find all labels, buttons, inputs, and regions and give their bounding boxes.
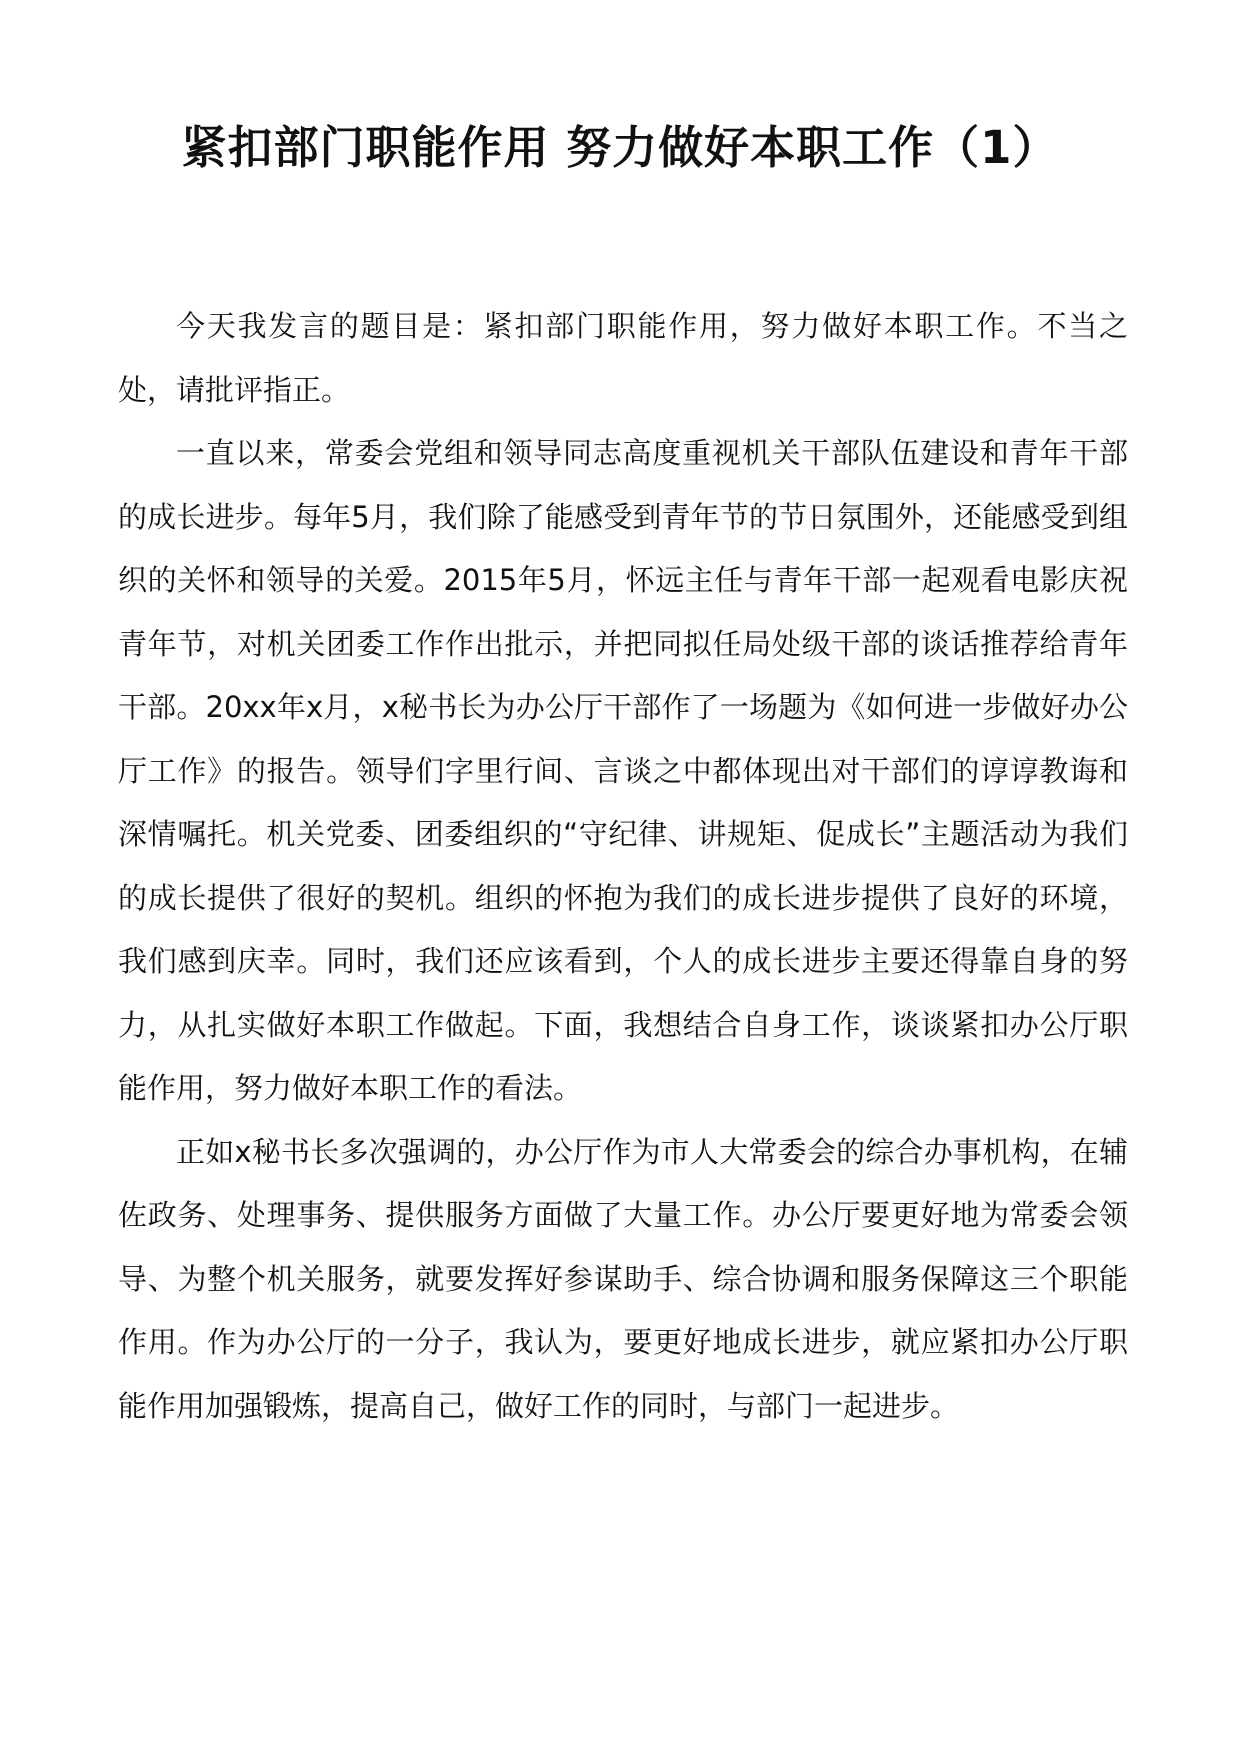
- document-body: [118, 295, 1128, 1438]
- paragraph: 今天我发言的题目是：紧扣部门职能作用，努力做好本职工作。不当之处，请批评指正。: [118, 309, 1128, 407]
- document-title: 紧扣部门职能作用 努力做好本职工作（1）: [181, 121, 1059, 174]
- paragraph: 一直以来，常委会党组和领导同志高度重视机关干部队伍建设和青年干部的成长进步。每年5月，我们除了能感受到青年节的节日氛围外，还能感受到组织的关怀和领导的关爱。2015年5月，怀远主任与青年干部一起观看电影庆祝青年节，对机关团委工作作出批示，并把同拟任局处级干部的谈话推荐给青年干部。20xx年x月，x秘书长为办公厅干部作了一场题为《如何进一步做好办公厅工作》的报告。领导们字里行间、言谈之中都体现出对干部们的谆谆教诲和深情嘱托。机关党委、团委组织的“守纪律、讲规矩、促成长”主题活动为我们的成长提供了很好的契机。组织的怀抱为我们的成长进步提供了良好的环境，我们感到庆幸。同时，我们还应该看到，个人的成长进步主要还得靠自身的努力，从扎实做好本职工作做起。下面，我想结合自身工作，谈谈紧扣办公厅职能作用，努力做好本职工作的看法。: [118, 436, 1128, 1105]
- paragraph: 正如x秘书长多次强调的，办公厅作为市人大常委会的综合办事机构，在辅佐政务、处理事务、提供服务方面做了大量工作。办公厅要更好地为常委会领导、为整个机关服务，就要发挥好参谋助手、综合协调和服务保障这三个职能作用。作为办公厅的一分子，我认为，要更好地成长进步，就应紧扣办公厅职能作用加强锻炼，提高自己，做好工作的同时，与部门一起进步。: [118, 1134, 1128, 1423]
